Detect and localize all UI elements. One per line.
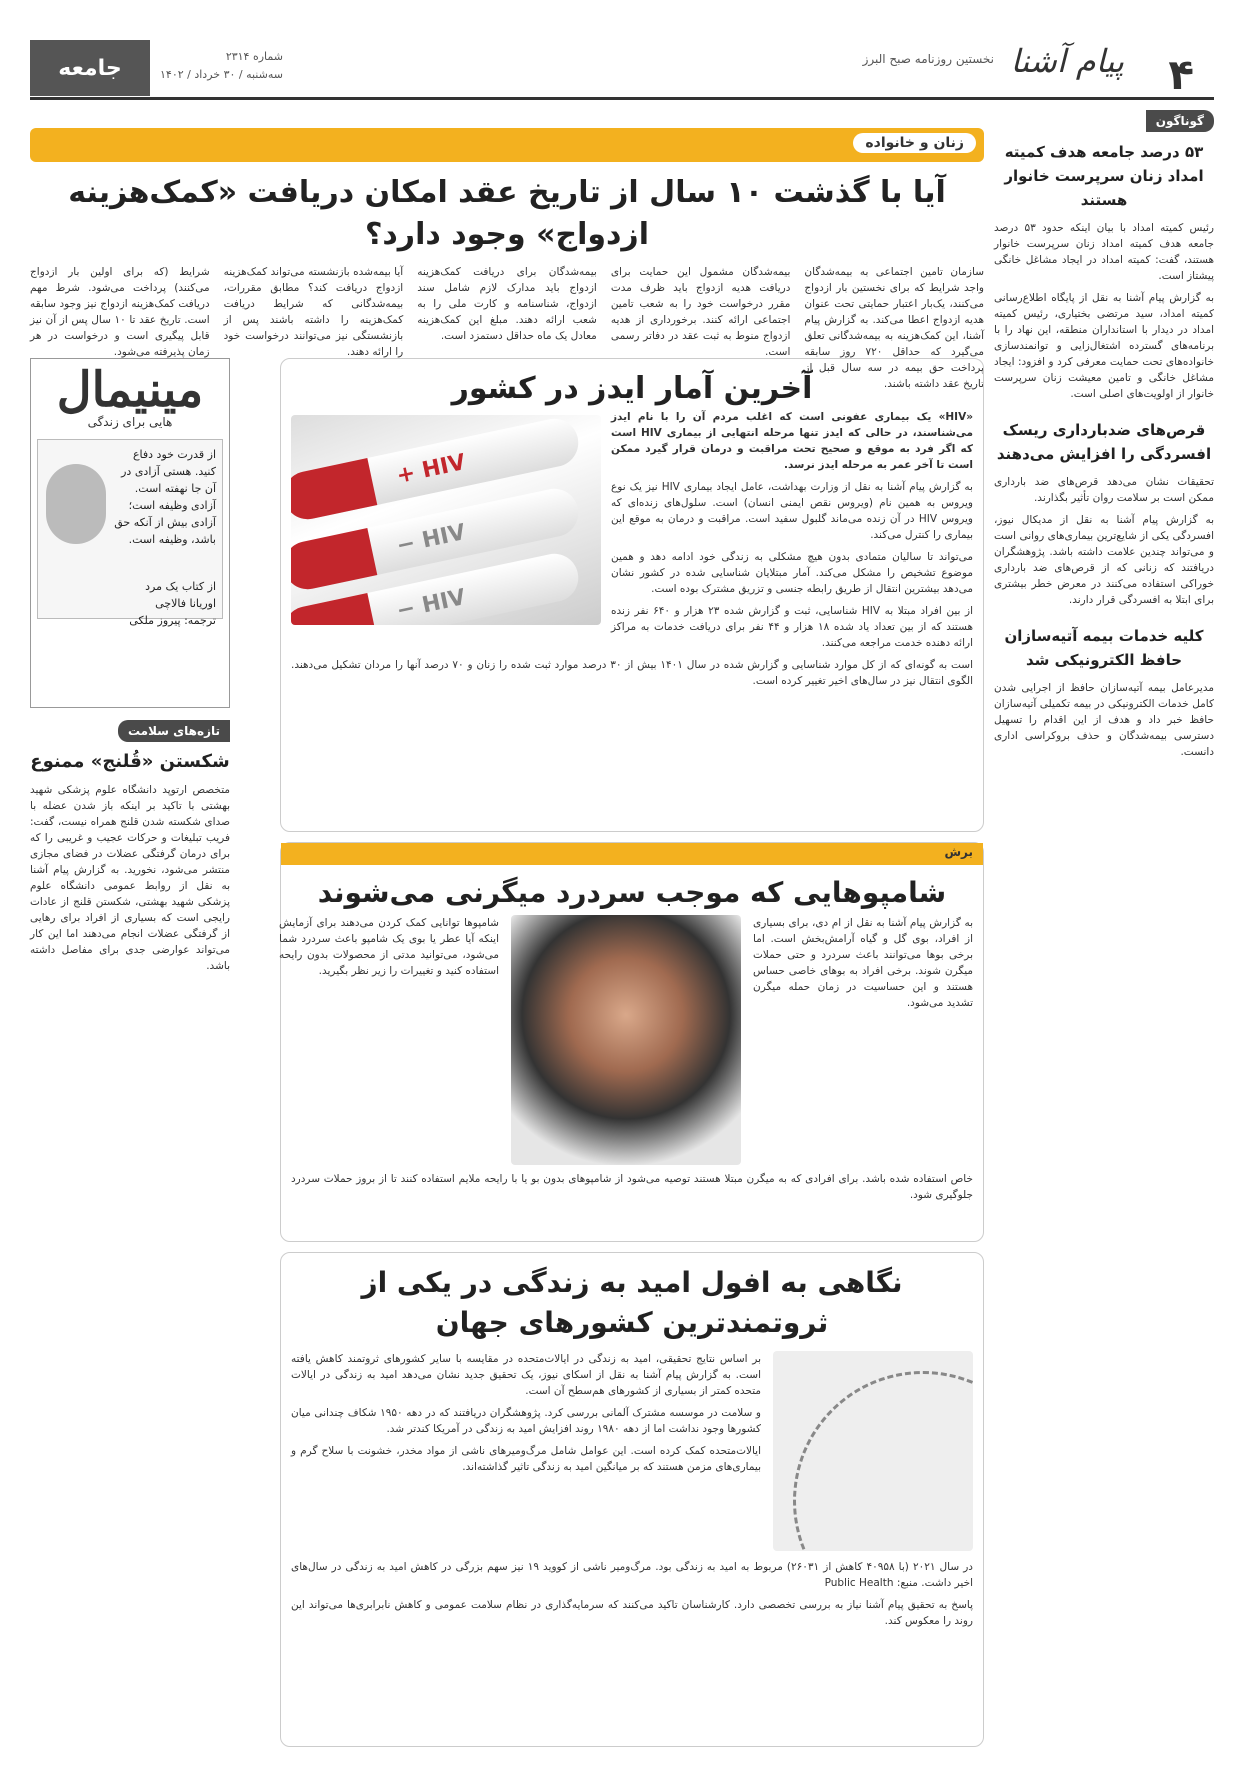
ad-author: اوریانا فالاچی xyxy=(155,597,216,610)
page-number: ۴ xyxy=(1168,50,1194,99)
life-title: نگاهی به افول امید به زندگی در یکی از ثروتمندترین کشورهای جهان xyxy=(361,1266,903,1339)
health-title: شکستن «قُلنج» ممنوع xyxy=(30,751,230,772)
shampoo-col-1: به گزارش پیام آشنا به نقل از ام دی، برای بسیاری از افراد، بوی گل و گیاه آرامش‌بخش است. اما برخی بوها می‌توانند باعث سردرد و حتی حملات میگرن شوند. برخی افراد به بوهای خاصی حساس هستند و این حساسیت در زمان حمله میگرن تشدید می‌شود. xyxy=(753,917,973,1009)
hiv-article xyxy=(280,358,984,832)
shampoo-col-3: شامپوها توانایی کمک کردن می‌دهند برای آزمایش اینکه آیا عطر یا بوی یک شامپو باعث سردرد شما می‌شود، می‌توانید مدتی از محصولات بدون رایحه استفاده کنید و تغییرات را زیر نظر بگیرید. xyxy=(279,917,499,977)
health-news xyxy=(30,720,230,974)
hiv-col-2: می‌تواند تا سالیان متمادی بدون هیچ مشکلی به زندگی خود ادامه دهد و همین موضوع تشخیص را مشکل می‌کند. آمار مبتلایان شناسایی شده در کشور نشان می‌دهد بیشترین انتقال از طریق رابطه جنسی و تزریق مشترک بوده است. xyxy=(611,551,973,595)
sidebar-headline-1: ۵۳ درصد جامعه هدف کمیته امداد زنان سرپرست خانوار هستند xyxy=(1004,143,1204,209)
top-article-col-4: آیا بیمه‌شده بازنشسته می‌تواند کمک‌هزینه ازدواج دریافت کند؟ مطابق مقررات، بیمه‌شدگانی که شرایط دریافت کمک‌هزینه را داشته باشند پس از بازنشستگی نیز می‌توانند درخواست خود را ارائه دهند. xyxy=(223,266,404,358)
headache-woman-image xyxy=(511,915,741,1165)
sidebar-text-3: مدیرعامل بیمه آتیه‌سازان حافظ از اجرایی شدن کامل خدمات الکترونیکی در بیمه تکمیلی آتیه‌سازان حافظ خبر داد و هدف از این اقدام را تسهیل دسترسی بیمه‌شدگان و حذف بروکراسی اداری دانست. xyxy=(994,682,1214,758)
newspaper-logo: پیام آشنا xyxy=(1010,42,1124,80)
top-article-col-1: سازمان تامین اجتماعی به بیمه‌شدگان واجد شرایط که برای نخستین بار ازدواج می‌کنند، یک‌بار اعتبار حمایتی تحت عنوان هدیه ازدواج اعطا می‌کند. به گزارش پیام آشنا، این کمک‌هزینه به بیمه‌شدگانی تعلق می‌گیرد که حداقل ۷۲۰ روز سابقه پرداخت حق بیمه در سه سال قبل از تاریخ عقد داشته باشند. xyxy=(804,266,985,390)
life-col-5: پاسخ به تحقیق پیام آشنا نیاز به بررسی تخصصی دارد. کارشناسان تاکید می‌کنند که سرمایه‌گذاری در نظام سلامت عمومی و کاهش نابرابری‌ها می‌تواند این روند را معکوس کند. xyxy=(291,1599,973,1627)
ad-quote-card xyxy=(37,439,223,627)
top-article-col-3: بیمه‌شدگان برای دریافت کمک‌هزینه ازدواج باید مدارک لازم شامل سند ازدواج، شناسنامه و کارت ملی را به شعب ارائه دهند. مبلغ این کمک‌هزینه معادل یک ماه حداقل دستمزد است. xyxy=(417,266,597,342)
ad-translator: ترجمه: پیروز ملکی xyxy=(129,614,216,627)
sidebar-headline-2: قرص‌های ضدبارداری ریسک افسردگی را افزایش می‌دهند xyxy=(996,421,1212,463)
top-article-col-5: شرایط (که برای اولین بار ازدواج می‌کنند) پرداخت می‌شود. شرط مهم دریافت کمک‌هزینه ازدواج نیز وجود سابقه است. تاریخ عقد تا ۱۰ سال پس از آن نیز قابل پیگیری است و درخواست در هر زمان پذیرفته می‌شود. xyxy=(30,266,210,358)
top-article-label: زنان و خانواده xyxy=(853,133,976,153)
shampoo-title: شامپوهایی که موجب سردرد میگرنی می‌شوند xyxy=(317,876,947,909)
hiv-col-3: از بین افراد مبتلا به HIV شناسایی، ثبت و گزارش شده ۲۳ هزار و ۶۴۰ نفر زنده هستند که از بین تعداد یاد شده ۱۸ هزار و ۴۴ نفر برای دریافت خدمات به مراکز ارائه دهنده خدمت مراجعه می‌کنند. xyxy=(611,605,973,649)
sidebar-text-1: رئیس کمیته امداد با بیان اینکه حدود ۵۳ درصد جامعه هدف کمیته امداد زنان سرپرست خانوار هستند، گفت: کمیته امداد در ایجاد مشاغل خانگی پیشتاز است. xyxy=(994,222,1215,282)
test-tube-positive: HIV + xyxy=(291,415,583,524)
issue-info xyxy=(160,48,283,84)
page-header xyxy=(30,40,1214,100)
test-tube-negative-1: HIV − xyxy=(291,484,583,593)
shampoo-columns xyxy=(279,915,973,1165)
top-article-band xyxy=(30,128,984,162)
book-ad xyxy=(30,358,230,708)
health-text: متخصص ارتوپد دانشگاه علوم پزشکی شهید بهشتی با تاکید بر اینکه باز شدن عضله با صدای شکسته شدن قلنج همراه نیست، گفت: فریب تبلیغات و حرکات عجیب و غریبی را که برای درمان گرفتگی عضلات در فضای مجازی منتشر می‌شود، نخورید. به گزارش پیام آشنا به نقل از روابط عمومی دانشگاه علوم پزشکی شهید بهشتی، شکستن قلنج از عادات رایجی است که بسیاری از افراد برای رهایی از گرفتگی عضلات انجام می‌دهند اما این کار می‌تواند عوارضی جدی برای مفاصل داشته باشد. xyxy=(30,784,230,972)
shampoo-col-2: خاص استفاده شده باشد. برای افرادی که به میگرن مبتلا هستند توصیه می‌شود از شامپوهای بدون بو یا با رایحه ملایم استفاده کنند تا از بروز حملات سردرد جلوگیری شود. xyxy=(291,1173,973,1201)
tagline: نخستین روزنامه صبح البرز xyxy=(862,52,994,66)
sidebar-text-2b: به گزارش پیام آشنا به نقل از مدیکال نیوز، افسردگی یکی از شایع‌ترین بیماری‌های روانی است و می‌تواند چندین علامت داشته باشد. پژوهشگران دریافتند که زنانی که از قرص‌های ضد بارداری خوراکی استفاده می‌کنند در معرض خطر بیشتری برای ابتلا به افسردگی قرار دارند. xyxy=(994,514,1214,606)
hiv-col-4: است به گونه‌ای که از کل موارد شناسایی و گزارش شده در سال ۱۴۰۱ بیش از ۳۰ درصد موارد ثبت شده را زنان و ۷۰ درصد آنها را مردان تشکیل می‌دهند. الگوی انتقال نیز در سال‌های اخیر تغییر کرده است. xyxy=(291,659,974,687)
top-article-title: آیا با گذشت ۱۰ سال از تاریخ عقد امکان دریافت «کمک‌هزینه ازدواج» وجود دارد؟ xyxy=(68,175,946,252)
sidebar-column xyxy=(994,110,1214,1747)
hiv-col-1: به گزارش پیام آشنا به نقل از وزارت بهداشت، عامل ایجاد بیماری HIV نیز یک نوع ویروس به همین نام (ویروس نقص ایمنی انسان) است. سلول‌های زنده‌ای که ویروس HIV در آن زنده می‌ماند گلبول سفید است. مراقبت و درمان به موقع این بیماری را کنترل می‌کند. xyxy=(611,481,973,541)
top-article-col-2: بیمه‌شدگان مشمول این حمایت برای دریافت هدیه ازدواج باید ظرف مدت مقرر درخواست خود را به شعب تامین اجتماعی ارائه کنند. برخورداری از هدیه ازدواج منوط به ثبت عقد در دفاتر رسمی است. xyxy=(610,266,791,358)
hiv-test-tubes-image xyxy=(291,415,601,625)
ad-subtitle: هایی برای زندگی xyxy=(87,415,173,429)
sidebar-pill: گوناگون xyxy=(1146,110,1214,132)
section-label: جامعه xyxy=(30,40,150,96)
shampoo-article xyxy=(280,842,984,1242)
shampoo-label: برش xyxy=(944,845,973,859)
sidebar-text-1b: به گزارش پیام آشنا به نقل از پایگاه اطلاع‌رسانی کمیته امداد، سید مرتضی بختیاری، رئیس کمیته امداد در دیدار با استانداران منطقه، این نهاد را با برنامه‌های گسترده اشتغال‌زایی و توانمندسازی خانواده‌های تحت حمایت معرفی کرد و افزود: ایجاد مشاغل خانگی و تامین معیشت زنان سرپرست خانوار از اولویت‌های اصلی است. xyxy=(994,292,1214,400)
hiv-title: آخرین آمار ایدز در کشور xyxy=(451,371,813,406)
life-columns xyxy=(291,1351,761,1551)
life-col-3: ایالات‌متحده کمک کرده است. این عوامل شامل مرگ‌ومیرهای ناشی از مواد مخدر، خشونت با سلاح گرم و بیماری‌های مزمن هستند که بر میانگین امید به زندگی تاثیر گذاشته‌اند. xyxy=(291,1445,761,1473)
ad-book: از کتاب یک مرد xyxy=(145,580,216,593)
test-tube-negative-2: HIV − xyxy=(291,549,583,625)
sidebar-text-2: تحقیقات نشان می‌دهد قرص‌های ضد بارداری ممکن است بر سلامت روان تأثیر بگذارند. xyxy=(994,476,1214,504)
hiv-lead: «HIV» یک بیماری عفونی است که اغلب مردم آن را با نام ایدز می‌شناسند، در حالی که ایدز تنها مرحله انتهایی از بیماری HIV است که اگر فرد به موقع و صحیح تحت مراقبت و درمان قرار گیرد ممکن است تا آخر عمر به مرحله ایدز نرسد. xyxy=(611,411,973,471)
issue-number: شماره ۲۳۱۴ xyxy=(225,50,283,63)
life-expectancy-article xyxy=(280,1252,984,1747)
issue-date: سه‌شنبه / ۳۰ خرداد / ۱۴۰۲ xyxy=(160,68,283,81)
shampoo-band xyxy=(281,843,983,865)
clock-people-image xyxy=(773,1351,973,1551)
life-col-2: و سلامت در موسسه مشترک آلمانی بررسی کرد. پژوهشگران دریافتند که در دهه ۱۹۵۰ شکاف چندانی میان کشورها وجود نداشت اما از دهه ۱۹۸۰ روند افزایش امید به زندگی در آمریکا کندتر شد. xyxy=(291,1407,761,1435)
health-pill: تازه‌های سلامت xyxy=(118,720,230,742)
author-portrait xyxy=(46,464,106,544)
ad-quote: از قدرت خود دفاع کنید. هستی آزادی در آن جا نهفته است. آزادی وظیفه است؛ آزادی بیش از آنکه حق باشد، وظیفه است. xyxy=(114,448,216,546)
ad-logo: مینیمال xyxy=(56,362,204,418)
life-col-4: در سال ۲۰۲۱ (با ۴۰۹۵۸ کاهش از ۲۶۰۳۱) مربوط به امید به زندگی بود. مرگ‌ومیر ناشی از کووید ۱۹ نیز سهم بزرگی در کاهش امید به زندگی در سال‌های اخیر داشت. منبع: Public Health xyxy=(291,1561,973,1589)
sidebar-headline-3: کلیه خدمات بیمه آتیه‌سازان حافظ الکترونیکی شد xyxy=(1004,627,1204,669)
life-col-1: بر اساس نتایج تحقیقی، امید به زندگی در ایالات‌متحده در مقایسه با سایر کشورهای ثروتمند کاهش یافته است. به گزارش پیام آشنا به نقل از اسکای نیوز، یک تحقیق جدید نشان می‌دهد امید به زندگی در ایالات متحده کمتر از بسیاری از کشورهای هم‌سطح آن است. xyxy=(291,1353,761,1397)
